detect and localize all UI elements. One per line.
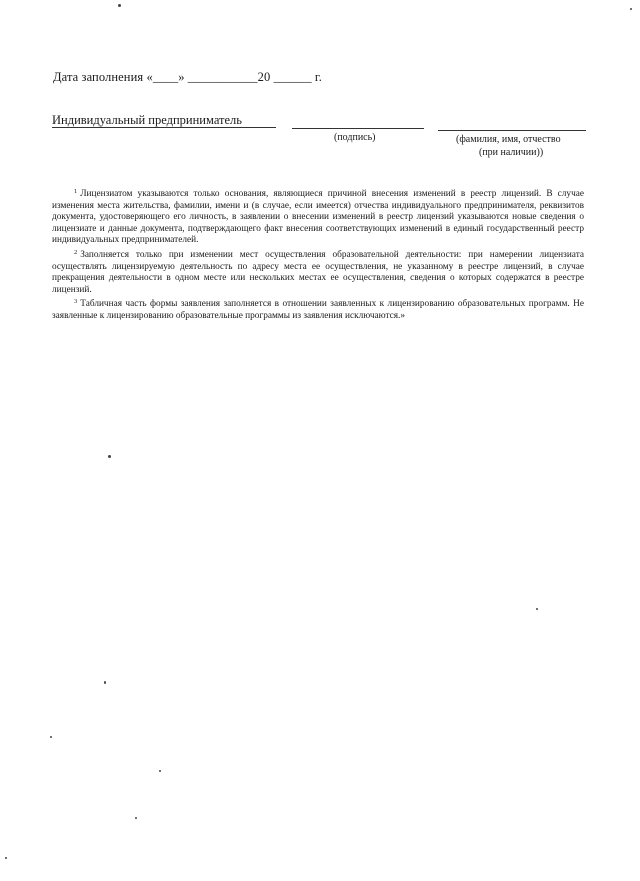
- footnote-2: [52, 247, 584, 296]
- footnote-text: Лицензиатом указываются только основания, являющиеся причиной внесения изменений в реестр лицензий. В случае изменения места жительства, фамилии, имени и (в случае, если имеется) отчества индивидуального предпринимателя, реквизитов документа, удостоверяющего его личность, в заявлении о внесении изменений в реестр лицензий указываются новые сведения о лицензиате и данные документа, подтверждающего факт внесения соответствующих изменений в единый государственный реестр индивидуальных предпринимателей.: [52, 189, 584, 246]
- footnote-text: Табличная часть формы заявления заполняется в отношении заявленных к лицензированию образовательных программ. Не заявленные к лицензированию образовательные программы из заявления исключаются.»: [52, 299, 584, 321]
- scan-speck: [159, 770, 161, 772]
- scan-speck: [108, 455, 111, 458]
- footnote-1: [52, 186, 584, 247]
- full-name-line: [438, 130, 586, 131]
- footnote-mark: 2: [74, 248, 78, 256]
- signature-caption: (подпись): [334, 132, 376, 143]
- fill-date-line: Дата заполнения «____» ___________20 ______ г.: [53, 70, 322, 84]
- entrepreneur-label: Индивидуальный предприниматель: [52, 113, 242, 127]
- full-name-caption-line1: (фамилия, имя, отчество: [456, 134, 561, 145]
- footnote-mark: 1: [74, 188, 78, 195]
- entrepreneur-underline: [52, 127, 276, 128]
- footnote-mark: 3: [74, 298, 78, 306]
- scan-speck: [5, 857, 7, 859]
- scan-speck: [135, 817, 137, 819]
- scan-speck: [50, 736, 52, 738]
- footnotes-block: [52, 186, 584, 323]
- footnote-text: Заполняется только при изменении мест осуществления образовательной деятельности: при намерении лицензиата осуществлять лицензируемую деятельность по адресу места ее осуществления, не указанному в реестре лицензий, в случае прекращения деятельности в одном месте или нескольких местах ее осуществления, сведения о которых содержатся в реестре лицензий.: [52, 249, 584, 295]
- scan-speck: [104, 681, 106, 684]
- scan-speck: [536, 608, 538, 610]
- footnote-3: [52, 296, 584, 322]
- scan-speck: [118, 4, 121, 7]
- full-name-caption-line2: (при наличии)): [479, 147, 544, 158]
- scan-speck: [630, 8, 632, 10]
- signature-line: [292, 128, 424, 129]
